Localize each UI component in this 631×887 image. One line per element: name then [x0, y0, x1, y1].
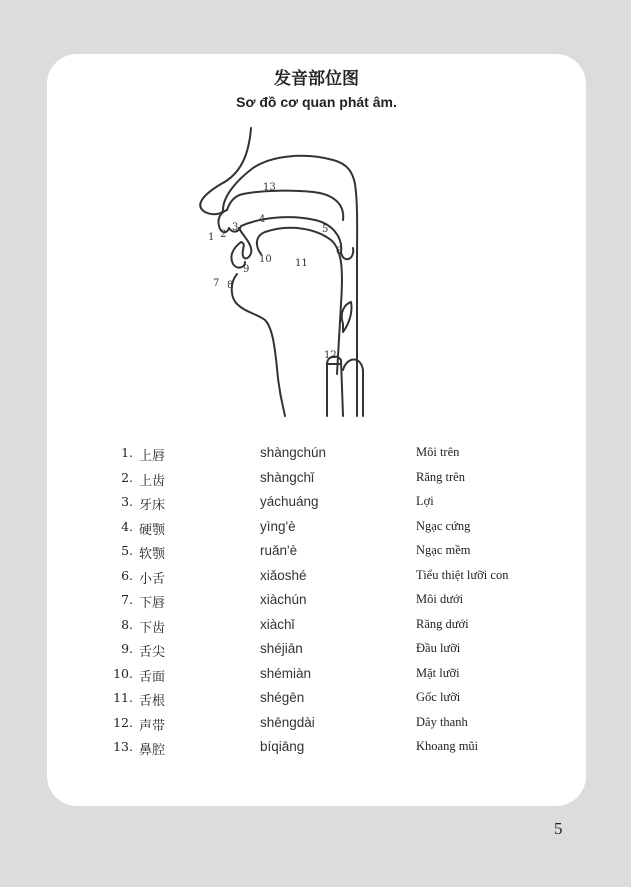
label-3: 3: [232, 222, 239, 233]
chin-outline: [232, 274, 285, 416]
larynx-outline: [327, 357, 343, 416]
palate-outline: [218, 191, 353, 260]
throat-outline: [343, 360, 363, 417]
list-item: 2. 上齿 shàngchǐ Răng trên: [121, 469, 465, 489]
list-item: 11. 舌根 shégēn Gốc lưỡi: [113, 690, 461, 709]
label-11: 11: [295, 258, 308, 269]
label-6: 6: [336, 246, 343, 257]
list-item: 10. 舌面 shémiàn Mặt lưỡi: [113, 665, 460, 685]
title-vietnamese: Sơ đồ cơ quan phát âm.: [236, 94, 397, 110]
list-item: 13. 鼻腔 bíqiāng Khoang mũi: [113, 739, 479, 758]
list-item: 6. 小舌 xiǎoshé Tiểu thiệt lưỡi con: [121, 567, 509, 587]
epiglottis-outline: [342, 302, 352, 332]
list-item: 1. 上唇 shàngchún Môi trên: [121, 445, 460, 464]
label-5: 5: [322, 224, 329, 235]
label-12: 12: [324, 350, 337, 361]
label-7: 7: [213, 278, 220, 289]
vocal-tract-diagram: [193, 124, 403, 419]
list-item: 9. 舌尖 shéjiān Đầu lưỡi: [121, 641, 461, 660]
list-item: 5. 软颚 ruǎn'è Ngạc mềm: [121, 543, 471, 562]
lower-lip-outline: [231, 228, 251, 268]
list-item: 12. 声带 shēngdài Dây thanh: [113, 714, 468, 734]
label-1: 1: [208, 232, 215, 243]
label-13: 13: [263, 182, 276, 193]
list-item: 4. 硬颚 yìng'è Ngạc cứng: [121, 518, 471, 538]
list-item: 7. 下唇 xiàchún Môi dưới: [121, 592, 464, 611]
page-card: [47, 54, 586, 806]
title-chinese: 发音部位图: [274, 69, 359, 89]
list-item: 3. 牙床 yáchuáng Lợi: [121, 494, 434, 513]
label-9: 9: [243, 264, 250, 275]
label-4: 4: [259, 214, 266, 225]
page-number: 5: [554, 819, 563, 838]
label-8: 8: [227, 280, 234, 291]
label-2: 2: [220, 229, 227, 240]
label-10: 10: [259, 254, 272, 265]
nasal-cavity-outline: [200, 128, 357, 416]
list-item: 8. 下齿 xiàchǐ Răng dưới: [121, 616, 469, 636]
